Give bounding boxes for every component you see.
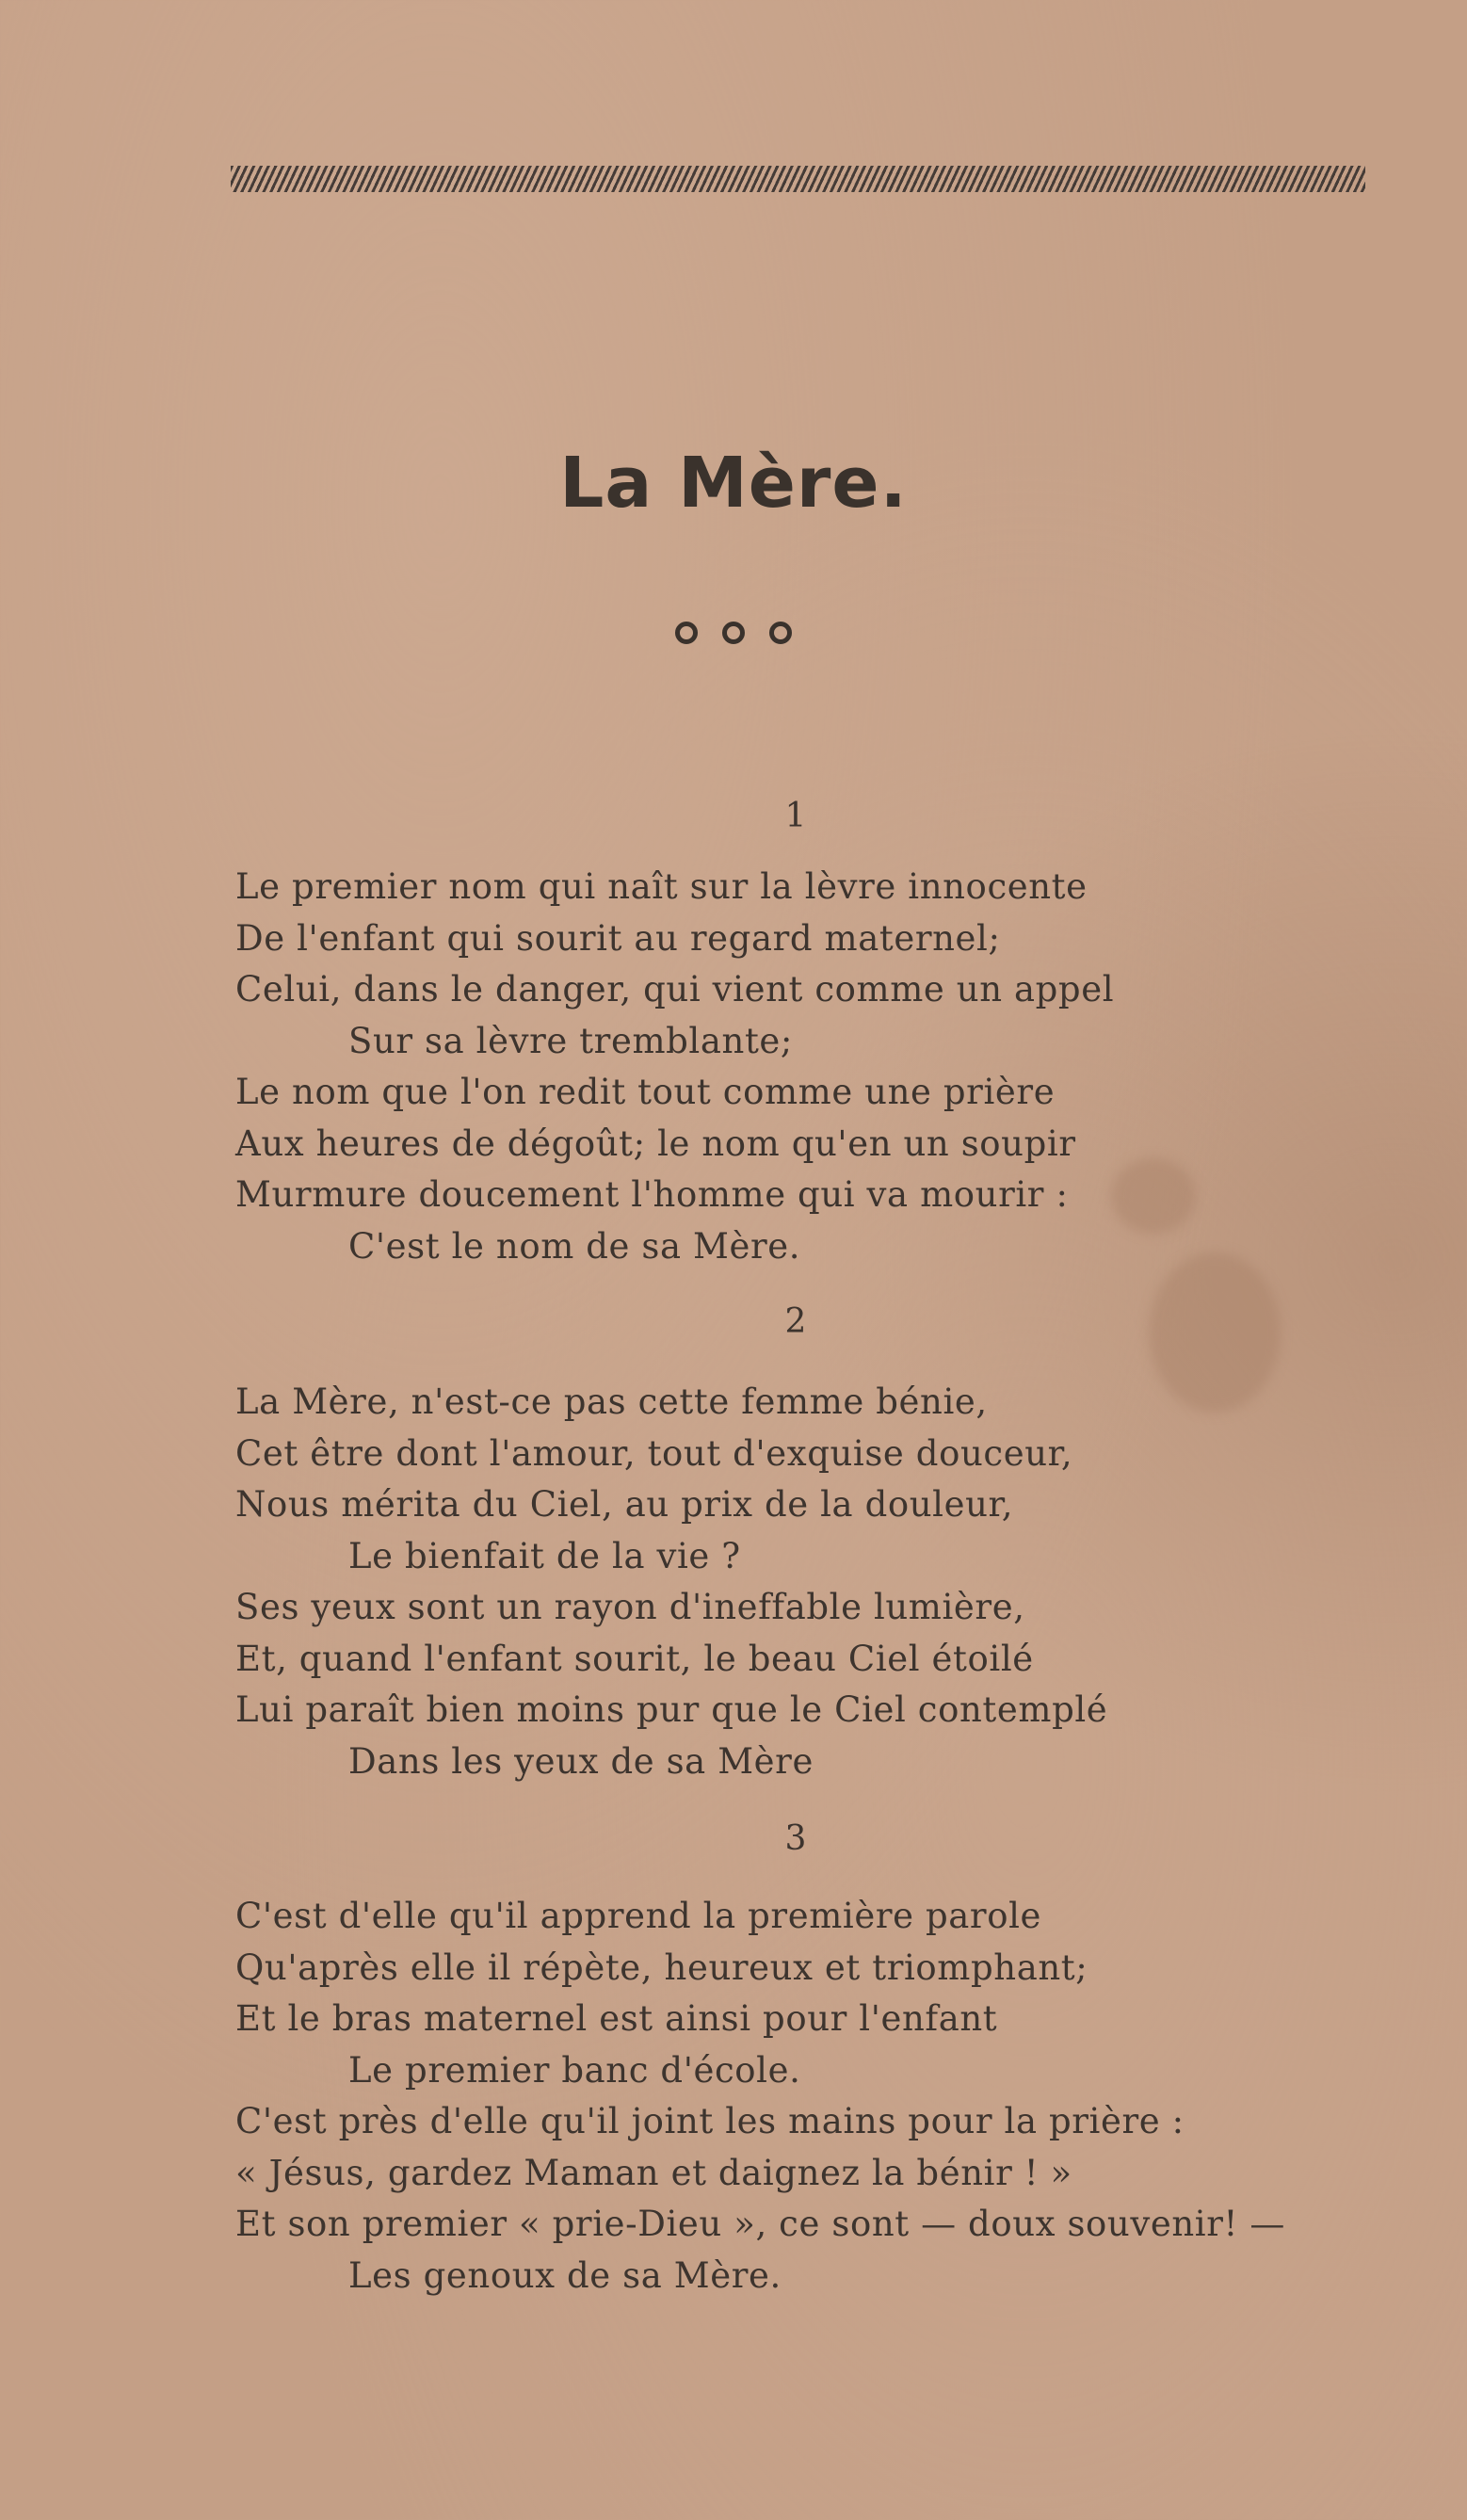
- poem-title: La Mère.: [559, 443, 908, 524]
- stanza-number: 1: [784, 797, 807, 835]
- title-ornament: [0, 622, 1467, 644]
- verse-line: Le bienfait de la vie ?: [348, 1535, 741, 1576]
- ornament-circle-icon: [675, 622, 698, 644]
- verse-line: Lui paraît bien moins pur que le Ciel contemplé: [235, 1689, 1108, 1730]
- stanza-3: [235, 1891, 1422, 2302]
- ornament-circle-icon: [769, 622, 792, 644]
- verse-line: Et le bras maternel est ainsi pour l'enfant: [235, 1998, 998, 2039]
- verse-line: Les genoux de sa Mère.: [348, 2254, 782, 2296]
- ornament-circle-icon: [722, 622, 745, 644]
- verse-line: Aux heures de dégoût; le nom qu'en un soupir: [235, 1123, 1076, 1164]
- decorative-header-rule: [231, 166, 1365, 192]
- verse-line: Et, quand l'enfant sourit, le beau Ciel étoilé: [235, 1638, 1034, 1679]
- stanza-number: 2: [784, 1302, 807, 1341]
- verse-line: Celui, dans le danger, qui vient comme un appel: [235, 969, 1115, 1010]
- verse-line: Cet être dont l'amour, tout d'exquise douceur,: [235, 1432, 1073, 1474]
- verse-line: La Mère, n'est-ce pas cette femme bénie,: [235, 1381, 988, 1422]
- verse-line: Le premier nom qui naît sur la lèvre innocente: [235, 866, 1088, 907]
- verse-line: De l'enfant qui sourit au regard maternel;: [235, 917, 1001, 959]
- verse-line: « Jésus, gardez Maman et daignez la bénir ! »: [235, 2152, 1072, 2193]
- verse-line: Nous mérita du Ciel, au prix de la douleur,: [235, 1484, 1014, 1525]
- verse-line: Le premier banc d'école.: [348, 2049, 801, 2091]
- verse-line: C'est d'elle qu'il apprend la première parole: [235, 1896, 1041, 1936]
- verse-line: Dans les yeux de sa Mère: [348, 1740, 814, 1782]
- verse-line: C'est le nom de sa Mère.: [348, 1225, 801, 1267]
- verse-line: C'est près d'elle qu'il joint les mains pour la prière :: [235, 2101, 1185, 2141]
- verse-line: Murmure doucement l'homme qui va mourir :: [235, 1174, 1069, 1215]
- verse-line: Ses yeux sont un rayon d'ineffable lumière,: [235, 1587, 1025, 1627]
- stanza-number: 3: [784, 1819, 807, 1858]
- verse-line: Et son premier « prie-Dieu », ce sont — doux souvenir! —: [235, 2204, 1285, 2244]
- verse-line: Sur sa lèvre tremblante;: [348, 1020, 793, 1061]
- stanza-2: [235, 1377, 1422, 1787]
- verse-line: Qu'après elle il répète, heureux et triomphant;: [235, 1947, 1088, 1988]
- verse-line: Le nom que l'on redit tout comme une prière: [235, 1072, 1056, 1112]
- stanza-1: [235, 862, 1422, 1272]
